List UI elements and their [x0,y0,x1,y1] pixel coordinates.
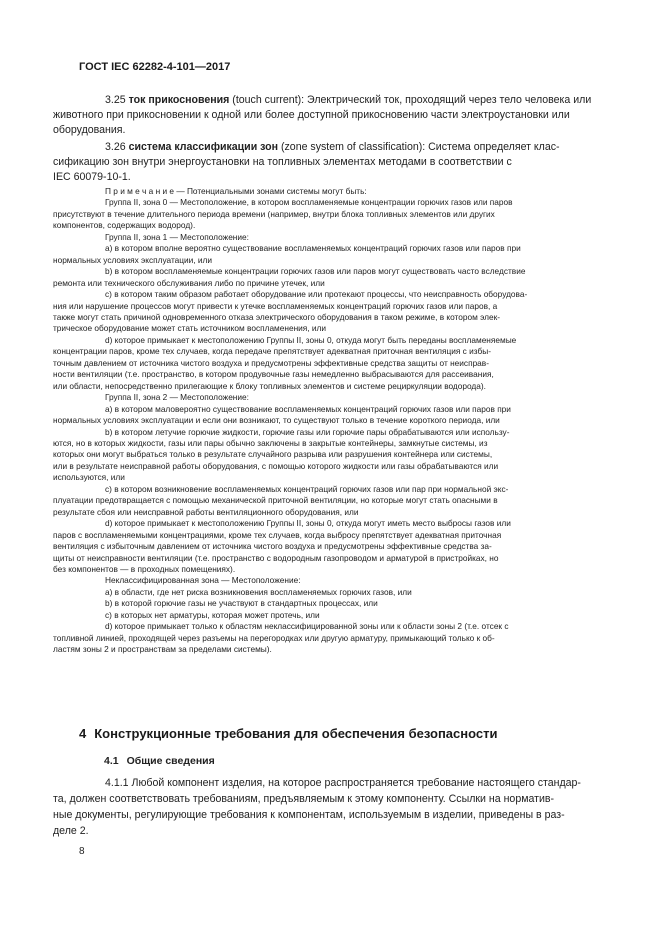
note-paragraph: c) в котором возникновение воспламеняемых концентраций горючих газов или пар при нормальной экс- плуатации предотвращается с помощью механической приточной вентиляции, но которые могут стать опасными в результате сбоя или неисправной работы вентиляционного оборудования, или [53,483,509,517]
term-name: ток прикосновения [128,94,230,106]
note-paragraph: Группа II, зона 0 — Местоположение, в котором воспламеняемые концентрации горючих газов или паров присутствуют в течение длительного периода времени (например, внутри блока топливных элементов или других компонентов, содержащих водород). [53,197,513,231]
note-paragraph: b) в котором летучие горючие жидкости, горючие газы или горючие пары обрабатываются или использу- ются, но в которых жидкости, газы или пары обычно заключены в закрытые контейнеры, замкнутые системы, из которых они могут выбраться только в результате случайного разрыва или разрушения контейнера или системы, или в результате неисправной работы оборудования, с помощью которого жидкости или газы обрабатываются или используются, или [53,426,510,483]
term-name: система классификации зон [128,141,279,153]
note-paragraph: d) которое примыкает к местоположению Группы II, зоны 0, откуда могут быть переданы воспламеняемые концентрации паров, кроме тех случаев, когда передаче препятствует адекватная приточная вентиляция с избы- точным давлением от источника чистого воздуха и предусмотрены эффективные средства защиты от неисправ- ности вентиляции (т.е. пространство, в котором продувочные газы немедленно выбрасываются для рассеивания, или области, непосредственно прилегающие к блоку топливных элементов и системе рециркуляции водорода). [53,334,517,391]
zone-note [53,186,613,656]
section-4-1-1-text [53,775,613,839]
note-paragraph: c) в котором таким образом работает оборудование или протекают процессы, что неисправность оборудова- ния или нарушение процессов могут привести к утечке воспламеняемых концентраций горючих газов или паров, а также могут стать причиной одновременного отказа электрического оборудования в таком режиме, в котором элек- трическое оборудование может стать источником воспламенения, или [53,289,528,334]
paragraph: 4.1.1 Любой компонент изделия, на которое распространяется требование настоящего стандар- та, должен соответствовать требованиям, предъявляемым к этому компоненту. Ссылки на норматив- ные документы, регулирующие требования к компонентам, используемым в изделии, приведены в раз- деле 2. [53,777,581,837]
document-header: ГОСТ IEC 62282-4-101—2017 [79,61,231,73]
note-paragraph: а) в области, где нет риска возникновения воспламеняемых горючих газов, или [105,586,412,597]
term-3-25 [53,93,613,138]
note-paragraph: d) которое примыкает только к областям неклассифицированной зоны или к области зоны 2 (т.е. отсек с топливной линией, проходящей через разъемы на перегородках или другую арматуру, примыкающий только к об- ластям зоны 2 и пространствам за пределами системы). [53,621,509,655]
note-paragraph: b) в котором воспламеняемые концентрации горючих газов или паров могут существовать часто вследствие ремонта или технического обслуживания либо по причине утечек, или [53,266,526,288]
section-4-1-heading: 4.1 Общие сведения [104,755,215,767]
section-4-heading: 4 Конструкционные требования для обеспечения безопасности [79,726,498,741]
note-paragraph: c) в которых нет арматуры, которая может протечь, или [105,609,320,620]
page-number: 8 [79,846,85,857]
note-paragraph: а) в котором маловероятно существование воспламеняемых концентраций горючих газов или паров при нормальных условиях эксплуатации и если они возникают, то существуют только в течение короткого периода, или [53,403,511,426]
note-paragraph: П р и м е ч а н и е — Потенциальными зонами системы могут быть: [105,186,367,196]
note-paragraph: Группа II, зона 2 — Местоположение: [105,392,249,403]
term-paragraph: 3.25 ток прикосновения (touch current): Электрический ток, проходящий через тело человека или животного при прикосновении к одной или более доступной прикосновению части электроустановки или оборудования. [53,94,592,136]
term-paragraph: 3.26 система классификации зон (zone system of classification): Система определяет клас- сификацию зон внутри энергоустановки на топливных элементах методами в соответствии с IEC 60079-10-1. [53,141,560,183]
note-paragraph: а) в котором вполне вероятно существование воспламеняемых концентраций горючих газов или паров при нормальных условиях эксплуатации, или [53,243,521,265]
term-3-26 [53,140,613,185]
note-paragraph: Группа II, зона 1 — Местоположение: [105,231,249,242]
note-paragraph: b) в которой горючие газы не участвуют в стандартных процессах, или [105,598,378,609]
note-paragraph: Неклассифицированная зона — Местоположение: [105,575,301,586]
note-paragraph: d) которое примыкает к местоположению Группы II, зоны 0, откуда могут иметь место выбросы газов или паров с воспламеняемыми концентрациями, кроме тех случаев, когда выбросу препятствует адекватная приточная вентиляция с избыточным давлением от источника чистого воздуха и предусмотрены эффективные средства за- щиты от неисправности вентиляции (т.е. пространство с водородным газопроводом и арматурой в пристройках, но без компонентов — в проходных помещениях). [53,518,511,574]
